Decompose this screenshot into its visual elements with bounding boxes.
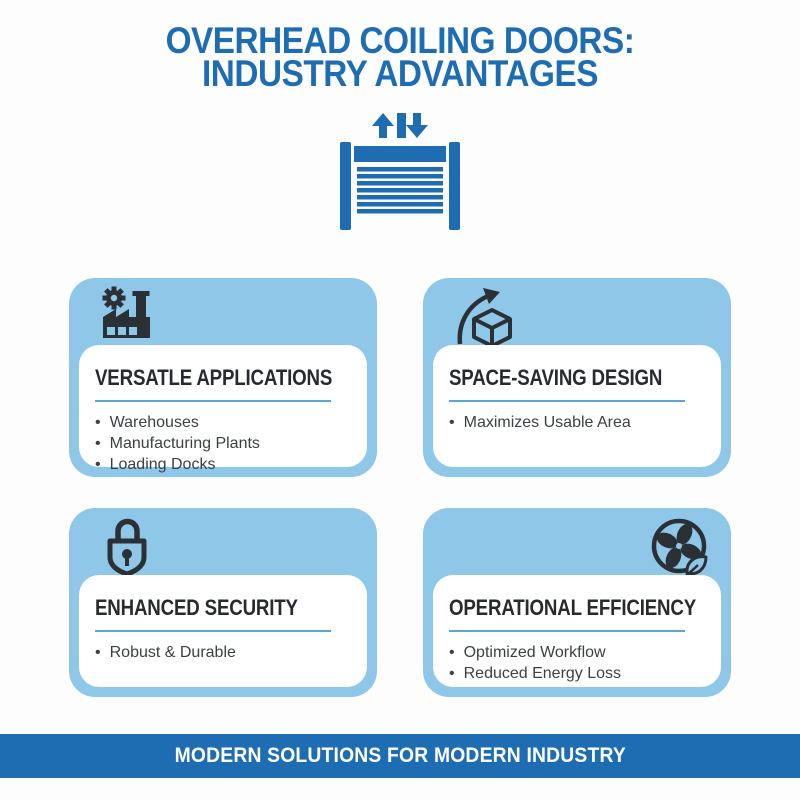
card-panel	[79, 345, 367, 473]
bullet-list	[95, 642, 353, 663]
card-panel	[79, 575, 367, 687]
bullet-item: • Robust & Durable	[95, 642, 353, 663]
card-title: OPERATIONAL EFFICIENCY	[449, 595, 697, 620]
title-underline	[449, 630, 685, 632]
bullet-item: • Loading Docks	[95, 454, 353, 475]
footer-banner-text: MODERN SOLUTIONS FOR MODERN INDUSTRY	[174, 744, 626, 767]
footer-banner	[0, 734, 800, 778]
factory-icon	[98, 285, 153, 340]
fan-leaf-icon	[649, 517, 712, 580]
bullet-list	[95, 412, 353, 475]
title-underline	[95, 630, 331, 632]
title-underline	[95, 400, 331, 402]
title-underline	[449, 400, 685, 402]
card-enhanced-security	[69, 508, 377, 697]
bullet-list	[449, 642, 707, 684]
bullet-item: • Manufacturing Plants	[95, 433, 353, 454]
card-title: SPACE-SAVING DESIGN	[449, 365, 663, 390]
bullet-item: • Maximizes Usable Area	[449, 412, 707, 433]
bullet-item: • Optimized Workflow	[449, 642, 707, 663]
card-operational-efficiency	[423, 508, 731, 697]
bullet-item: • Reduced Energy Loss	[449, 663, 707, 684]
card-versatile-applications	[69, 278, 377, 477]
card-title: ENHANCED SECURITY	[95, 595, 298, 620]
page-title	[40, 20, 760, 94]
coiling-door-icon	[338, 110, 462, 232]
card-title: VERSATLE APPLICATIONS	[95, 365, 333, 390]
card-panel	[433, 575, 721, 687]
padlock-icon	[103, 514, 151, 576]
page-title-line1: OVERHEAD COILING DOORS:	[165, 20, 635, 61]
box-arrow-icon	[452, 283, 522, 350]
card-panel	[433, 345, 721, 467]
bullet-list	[449, 412, 707, 433]
page-title-line2: INDUSTRY ADVANTAGES	[201, 53, 598, 94]
card-space-saving-design	[423, 278, 731, 477]
bullet-item: • Warehouses	[95, 412, 353, 433]
